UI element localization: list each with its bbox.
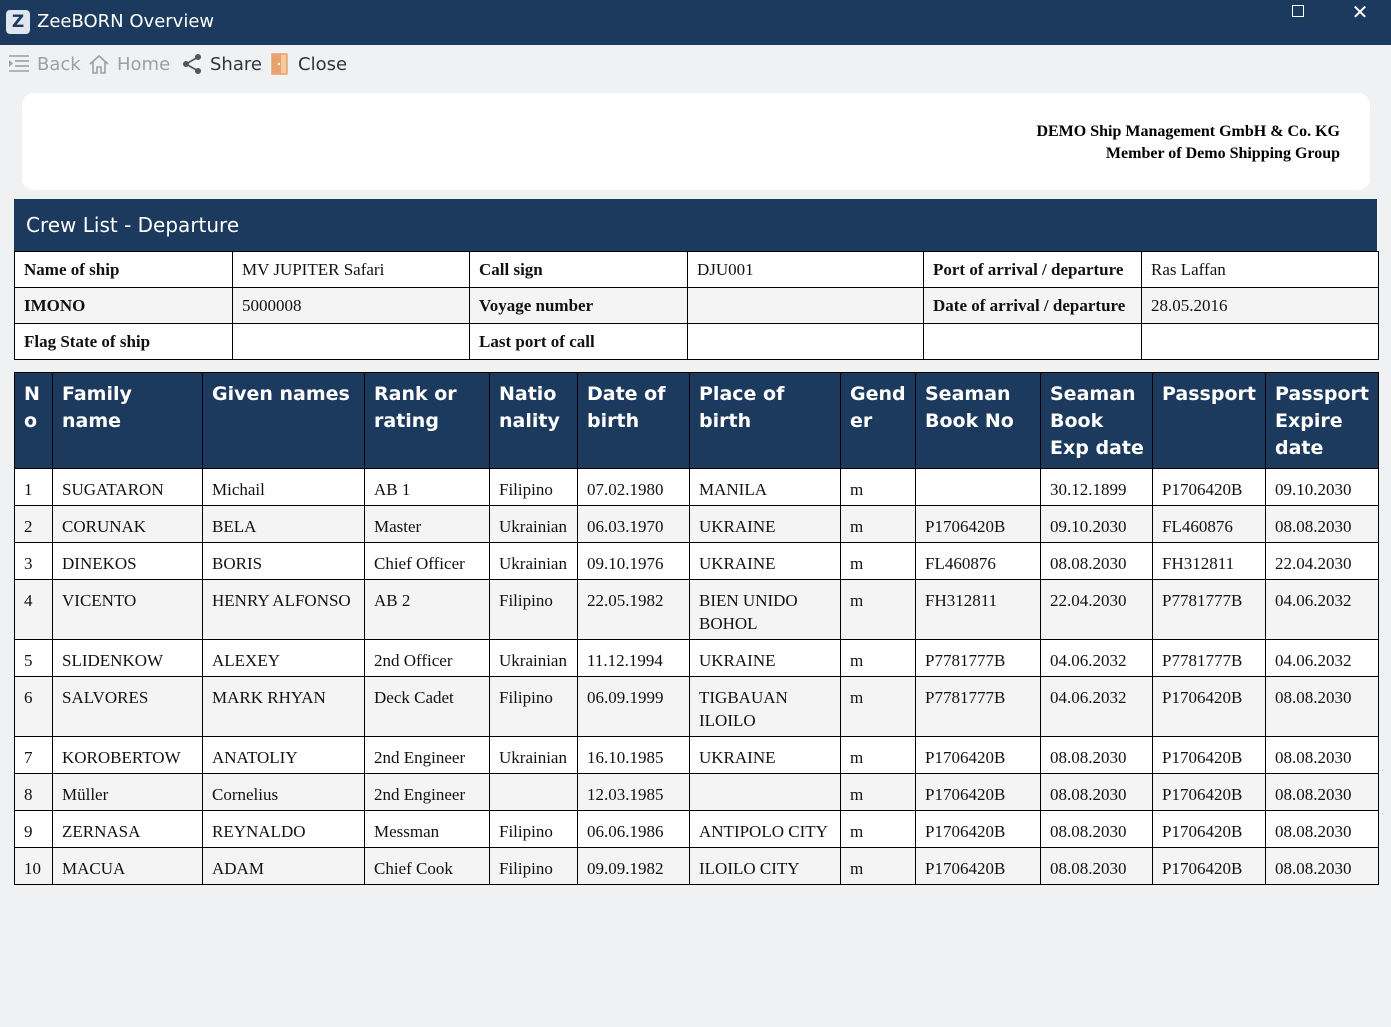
cell-family-name: Müller	[53, 774, 203, 811]
info-label: Date of arrival / departure	[924, 288, 1142, 324]
cell-passport: P1706420B	[1153, 811, 1266, 848]
cell-nationality: Ukrainian	[490, 640, 578, 677]
table-row	[15, 811, 1379, 848]
info-value: DJU001	[688, 252, 924, 288]
column-header-seaman-book-no: Seaman Book No	[916, 373, 1041, 469]
cell-place-of-birth: UKRAINE	[690, 640, 841, 677]
info-label	[924, 324, 1142, 360]
cell-passport: FL460876	[1153, 506, 1266, 543]
info-label: Voyage number	[470, 288, 688, 324]
back-list-icon	[8, 53, 30, 75]
cell-nationality: Filipino	[490, 580, 578, 640]
cell-family-name: ZERNASA	[53, 811, 203, 848]
cell-place-of-birth: UKRAINE	[690, 737, 841, 774]
cell-seaman-book-exp: 09.10.2030	[1041, 506, 1153, 543]
cell-date-of-birth: 06.03.1970	[578, 506, 690, 543]
share-label: Share	[210, 53, 262, 75]
cell-no: 2	[15, 506, 53, 543]
door-exit-icon	[269, 52, 291, 76]
column-header-passport-exp: Passport Expire date	[1266, 373, 1379, 469]
crew-table-body	[15, 469, 1379, 885]
info-value: 28.05.2016	[1142, 288, 1379, 324]
info-label: Name of ship	[15, 252, 233, 288]
info-value	[1142, 324, 1379, 360]
cell-given-names: Michail	[203, 469, 365, 506]
table-row	[15, 774, 1379, 811]
section-header	[14, 199, 1377, 251]
cell-passport: FH312811	[1153, 543, 1266, 580]
company-info	[1036, 121, 1340, 165]
info-label: IMONO	[15, 288, 233, 324]
cell-seaman-book-exp: 08.08.2030	[1041, 737, 1153, 774]
cell-no: 6	[15, 677, 53, 737]
column-header-rank: Rank or rating	[365, 373, 490, 469]
cell-date-of-birth: 06.06.1986	[578, 811, 690, 848]
cell-seaman-book-no: P1706420B	[916, 811, 1041, 848]
cell-passport-exp: 08.08.2030	[1266, 506, 1379, 543]
cell-family-name: DINEKOS	[53, 543, 203, 580]
cell-date-of-birth: 07.02.1980	[578, 469, 690, 506]
column-header-place-of-birth: Place of birth	[690, 373, 841, 469]
cell-rank: Chief Cook	[365, 848, 490, 885]
cell-given-names: ALEXEY	[203, 640, 365, 677]
cell-gender: m	[841, 640, 916, 677]
cell-gender: m	[841, 774, 916, 811]
cell-place-of-birth: TIGBAUAN ILOILO	[690, 677, 841, 737]
maximize-icon	[1292, 5, 1304, 17]
info-label: Port of arrival / departure	[924, 252, 1142, 288]
toolbar	[0, 45, 1391, 83]
cell-date-of-birth: 06.09.1999	[578, 677, 690, 737]
info-value	[688, 288, 924, 324]
cell-rank: 2nd Engineer	[365, 774, 490, 811]
table-row	[15, 506, 1379, 543]
window-close-button[interactable]: ✕	[1351, 0, 1369, 24]
cell-rank: Deck Cadet	[365, 677, 490, 737]
cell-passport: P1706420B	[1153, 677, 1266, 737]
info-value: Ras Laffan	[1142, 252, 1379, 288]
column-header-nationality: Natio nality	[490, 373, 578, 469]
cell-seaman-book-no: P1706420B	[916, 737, 1041, 774]
cell-seaman-book-exp: 08.08.2030	[1041, 543, 1153, 580]
info-value: 5000008	[233, 288, 470, 324]
cell-date-of-birth: 12.03.1985	[578, 774, 690, 811]
cell-family-name: CORUNAK	[53, 506, 203, 543]
cell-place-of-birth: UKRAINE	[690, 506, 841, 543]
column-header-passport: Passport	[1153, 373, 1266, 469]
cell-gender: m	[841, 580, 916, 640]
close-button[interactable]	[269, 51, 347, 77]
company-group: Member of Demo Shipping Group	[1105, 145, 1340, 162]
cell-seaman-book-exp: 08.08.2030	[1041, 774, 1153, 811]
cell-passport: P1706420B	[1153, 848, 1266, 885]
table-row	[15, 677, 1379, 737]
table-row	[15, 737, 1379, 774]
info-value	[233, 324, 470, 360]
cell-no: 8	[15, 774, 53, 811]
company-header	[22, 93, 1370, 190]
cell-place-of-birth: MANILA	[690, 469, 841, 506]
cell-passport: P7781777B	[1153, 640, 1266, 677]
cell-seaman-book-exp: 04.06.2032	[1041, 677, 1153, 737]
cell-no: 1	[15, 469, 53, 506]
cell-family-name: KOROBERTOW	[53, 737, 203, 774]
info-label: Last port of call	[470, 324, 688, 360]
cell-seaman-book-exp: 08.08.2030	[1041, 848, 1153, 885]
cell-no: 9	[15, 811, 53, 848]
close-label: Close	[298, 53, 348, 75]
cell-nationality: Ukrainian	[490, 737, 578, 774]
cell-place-of-birth: ANTIPOLO CITY	[690, 811, 841, 848]
column-header-no: N o	[15, 373, 53, 469]
cell-passport-exp: 08.08.2030	[1266, 737, 1379, 774]
cell-seaman-book-no: FH312811	[916, 580, 1041, 640]
cell-rank: 2nd Engineer	[365, 737, 490, 774]
cell-gender: m	[841, 506, 916, 543]
cell-passport-exp: 08.08.2030	[1266, 848, 1379, 885]
cell-passport-exp: 08.08.2030	[1266, 811, 1379, 848]
cell-place-of-birth: UKRAINE	[690, 543, 841, 580]
cell-seaman-book-exp: 22.04.2030	[1041, 580, 1153, 640]
cell-rank: Master	[365, 506, 490, 543]
cell-passport: P1706420B	[1153, 774, 1266, 811]
cell-nationality: Filipino	[490, 848, 578, 885]
column-header-family-name: Family name	[53, 373, 203, 469]
cell-gender: m	[841, 737, 916, 774]
cell-place-of-birth	[690, 774, 841, 811]
cell-nationality: Filipino	[490, 677, 578, 737]
window-title: ZeeBORN Overview	[37, 11, 215, 32]
table-row	[15, 580, 1379, 640]
table-row	[15, 848, 1379, 885]
cell-given-names: ANATOLIY	[203, 737, 365, 774]
cell-passport-exp: 09.10.2030	[1266, 469, 1379, 506]
cell-date-of-birth: 16.10.1985	[578, 737, 690, 774]
cell-no: 5	[15, 640, 53, 677]
cell-rank: AB 2	[365, 580, 490, 640]
column-header-date-of-birth: Date of birth	[578, 373, 690, 469]
cell-family-name: SALVORES	[53, 677, 203, 737]
cell-no: 4	[15, 580, 53, 640]
cell-seaman-book-exp: 08.08.2030	[1041, 811, 1153, 848]
cell-seaman-book-no: P7781777B	[916, 677, 1041, 737]
cell-given-names: MARK RHYAN	[203, 677, 365, 737]
cell-passport: P1706420B	[1153, 737, 1266, 774]
back-label: Back	[37, 53, 81, 75]
cell-rank: AB 1	[365, 469, 490, 506]
cell-nationality: Ukrainian	[490, 543, 578, 580]
table-row	[15, 469, 1379, 506]
cell-place-of-birth: BIEN UNIDO BOHOL	[690, 580, 841, 640]
cell-date-of-birth: 11.12.1994	[578, 640, 690, 677]
cell-passport-exp: 04.06.2032	[1266, 640, 1379, 677]
cell-rank: 2nd Officer	[365, 640, 490, 677]
info-label: Flag State of ship	[15, 324, 233, 360]
cell-given-names: ADAM	[203, 848, 365, 885]
cell-seaman-book-exp: 30.12.1899	[1041, 469, 1153, 506]
cell-family-name: VICENTO	[53, 580, 203, 640]
cell-gender: m	[841, 677, 916, 737]
cell-family-name: SUGATARON	[53, 469, 203, 506]
cell-gender: m	[841, 811, 916, 848]
cell-gender: m	[841, 543, 916, 580]
company-name: DEMO Ship Management GmbH & Co. KG	[1036, 123, 1340, 140]
info-label: Call sign	[470, 252, 688, 288]
cell-passport-exp: 08.08.2030	[1266, 774, 1379, 811]
cell-passport-exp: 08.08.2030	[1266, 677, 1379, 737]
cell-gender: m	[841, 848, 916, 885]
cell-no: 10	[15, 848, 53, 885]
table-row	[15, 640, 1379, 677]
column-header-gender: Gend er	[841, 373, 916, 469]
app-logo-icon: Z	[6, 10, 30, 34]
ship-info-row	[15, 288, 1379, 324]
crew-table	[14, 372, 1379, 885]
cell-passport-exp: 04.06.2032	[1266, 580, 1379, 640]
column-header-given-names: Given names	[203, 373, 365, 469]
home-button[interactable]	[88, 51, 170, 77]
cell-nationality: Ukrainian	[490, 506, 578, 543]
ship-info-table	[14, 251, 1379, 360]
cell-family-name: MACUA	[53, 848, 203, 885]
cell-passport: P1706420B	[1153, 469, 1266, 506]
cell-family-name: SLIDENKOW	[53, 640, 203, 677]
cell-given-names: BORIS	[203, 543, 365, 580]
cell-given-names: BELA	[203, 506, 365, 543]
cell-seaman-book-no	[916, 469, 1041, 506]
share-icon	[181, 53, 203, 75]
cell-date-of-birth: 09.09.1982	[578, 848, 690, 885]
cell-no: 7	[15, 737, 53, 774]
cell-nationality: Filipino	[490, 811, 578, 848]
crew-header-row	[15, 373, 1379, 469]
home-label: Home	[117, 53, 171, 75]
cell-nationality: Filipino	[490, 469, 578, 506]
back-button[interactable]	[8, 51, 81, 77]
cell-place-of-birth: ILOILO CITY	[690, 848, 841, 885]
cell-passport: P7781777B	[1153, 580, 1266, 640]
cell-nationality	[490, 774, 578, 811]
cell-gender: m	[841, 469, 916, 506]
home-icon	[88, 53, 110, 75]
cell-seaman-book-no: FL460876	[916, 543, 1041, 580]
ship-info-row	[15, 324, 1379, 360]
share-button[interactable]	[181, 51, 262, 77]
cell-date-of-birth: 22.05.1982	[578, 580, 690, 640]
cell-given-names: Cornelius	[203, 774, 365, 811]
cell-rank: Chief Officer	[365, 543, 490, 580]
cell-rank: Messman	[365, 811, 490, 848]
info-value: MV JUPITER Safari	[233, 252, 470, 288]
cell-seaman-book-exp: 04.06.2032	[1041, 640, 1153, 677]
info-value	[688, 324, 924, 360]
cell-given-names: HENRY ALFONSO	[203, 580, 365, 640]
section-title: Crew List - Departure	[26, 213, 240, 237]
cell-no: 3	[15, 543, 53, 580]
ship-info-row	[15, 252, 1379, 288]
cell-seaman-book-no: P1706420B	[916, 848, 1041, 885]
cell-passport-exp: 22.04.2030	[1266, 543, 1379, 580]
cell-date-of-birth: 09.10.1976	[578, 543, 690, 580]
title-bar	[0, 0, 1391, 45]
column-header-seaman-book-exp: Seaman Book Exp date	[1041, 373, 1153, 469]
cell-seaman-book-no: P7781777B	[916, 640, 1041, 677]
table-row	[15, 543, 1379, 580]
cell-seaman-book-no: P1706420B	[916, 774, 1041, 811]
maximize-button[interactable]	[1275, 0, 1321, 45]
cell-given-names: REYNALDO	[203, 811, 365, 848]
cell-seaman-book-no: P1706420B	[916, 506, 1041, 543]
